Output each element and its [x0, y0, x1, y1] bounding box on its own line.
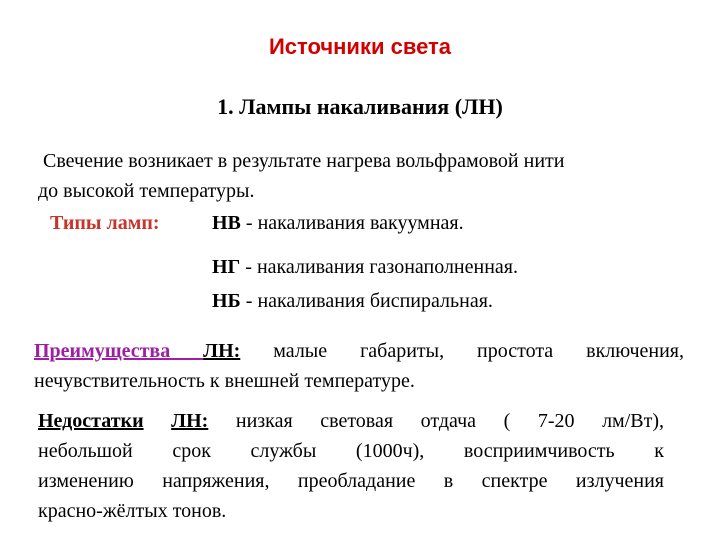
lamp-desc: - накаливания вакуумная. [240, 212, 464, 234]
lamp-desc: - накаливания газонаполненная. [240, 256, 518, 278]
disadvantages-paragraph [38, 406, 664, 526]
advantages-label: Преимущества [34, 340, 204, 362]
lamp-type-hv [212, 212, 464, 235]
disadvantages-text: низкая световая отдача ( 7-20 лм/Вт), [208, 410, 665, 432]
disadvantages-label: Недостатки [38, 410, 144, 432]
lamp-type-hg [212, 256, 518, 279]
advantages-line-1 [34, 336, 684, 366]
disadvantages-line-2: небольшой срок службы (1000ч), восприимчивость к [38, 440, 664, 462]
lamp-desc: - накаливания биспиральная. [240, 290, 493, 312]
lamp-code: НГ [212, 256, 241, 278]
advantages-line-2: нечувствительность к внешней температуре. [34, 370, 415, 392]
lamp-type-hb [212, 290, 493, 313]
lamp-code: НВ [212, 212, 241, 234]
advantages-text: малые габариты, простота включения, [240, 340, 684, 362]
lamp-types-label: Типы ламп: [50, 212, 160, 234]
advantages-ln: ЛН: [203, 340, 241, 362]
lamp-code: НБ [212, 290, 241, 312]
intro-line-2: до высокой температуры. [38, 180, 255, 202]
section-heading: 1. Лампы накаливания (ЛН) [217, 94, 503, 119]
intro-line-1: Свечение возникает в результате нагрева вольфрамовой нити [43, 150, 565, 172]
page-title: Источники света [268, 34, 452, 59]
intro-paragraph [38, 146, 698, 206]
advantages-paragraph [34, 336, 684, 396]
disadvantages-line-3: изменению напряжения, преобладание в спектре излучения [38, 470, 664, 492]
disadvantages-line-1 [38, 406, 664, 436]
disadvantages-line-4: красно-жёлтых тонов. [38, 500, 227, 522]
disadvantages-ln: ЛН: [171, 410, 209, 432]
